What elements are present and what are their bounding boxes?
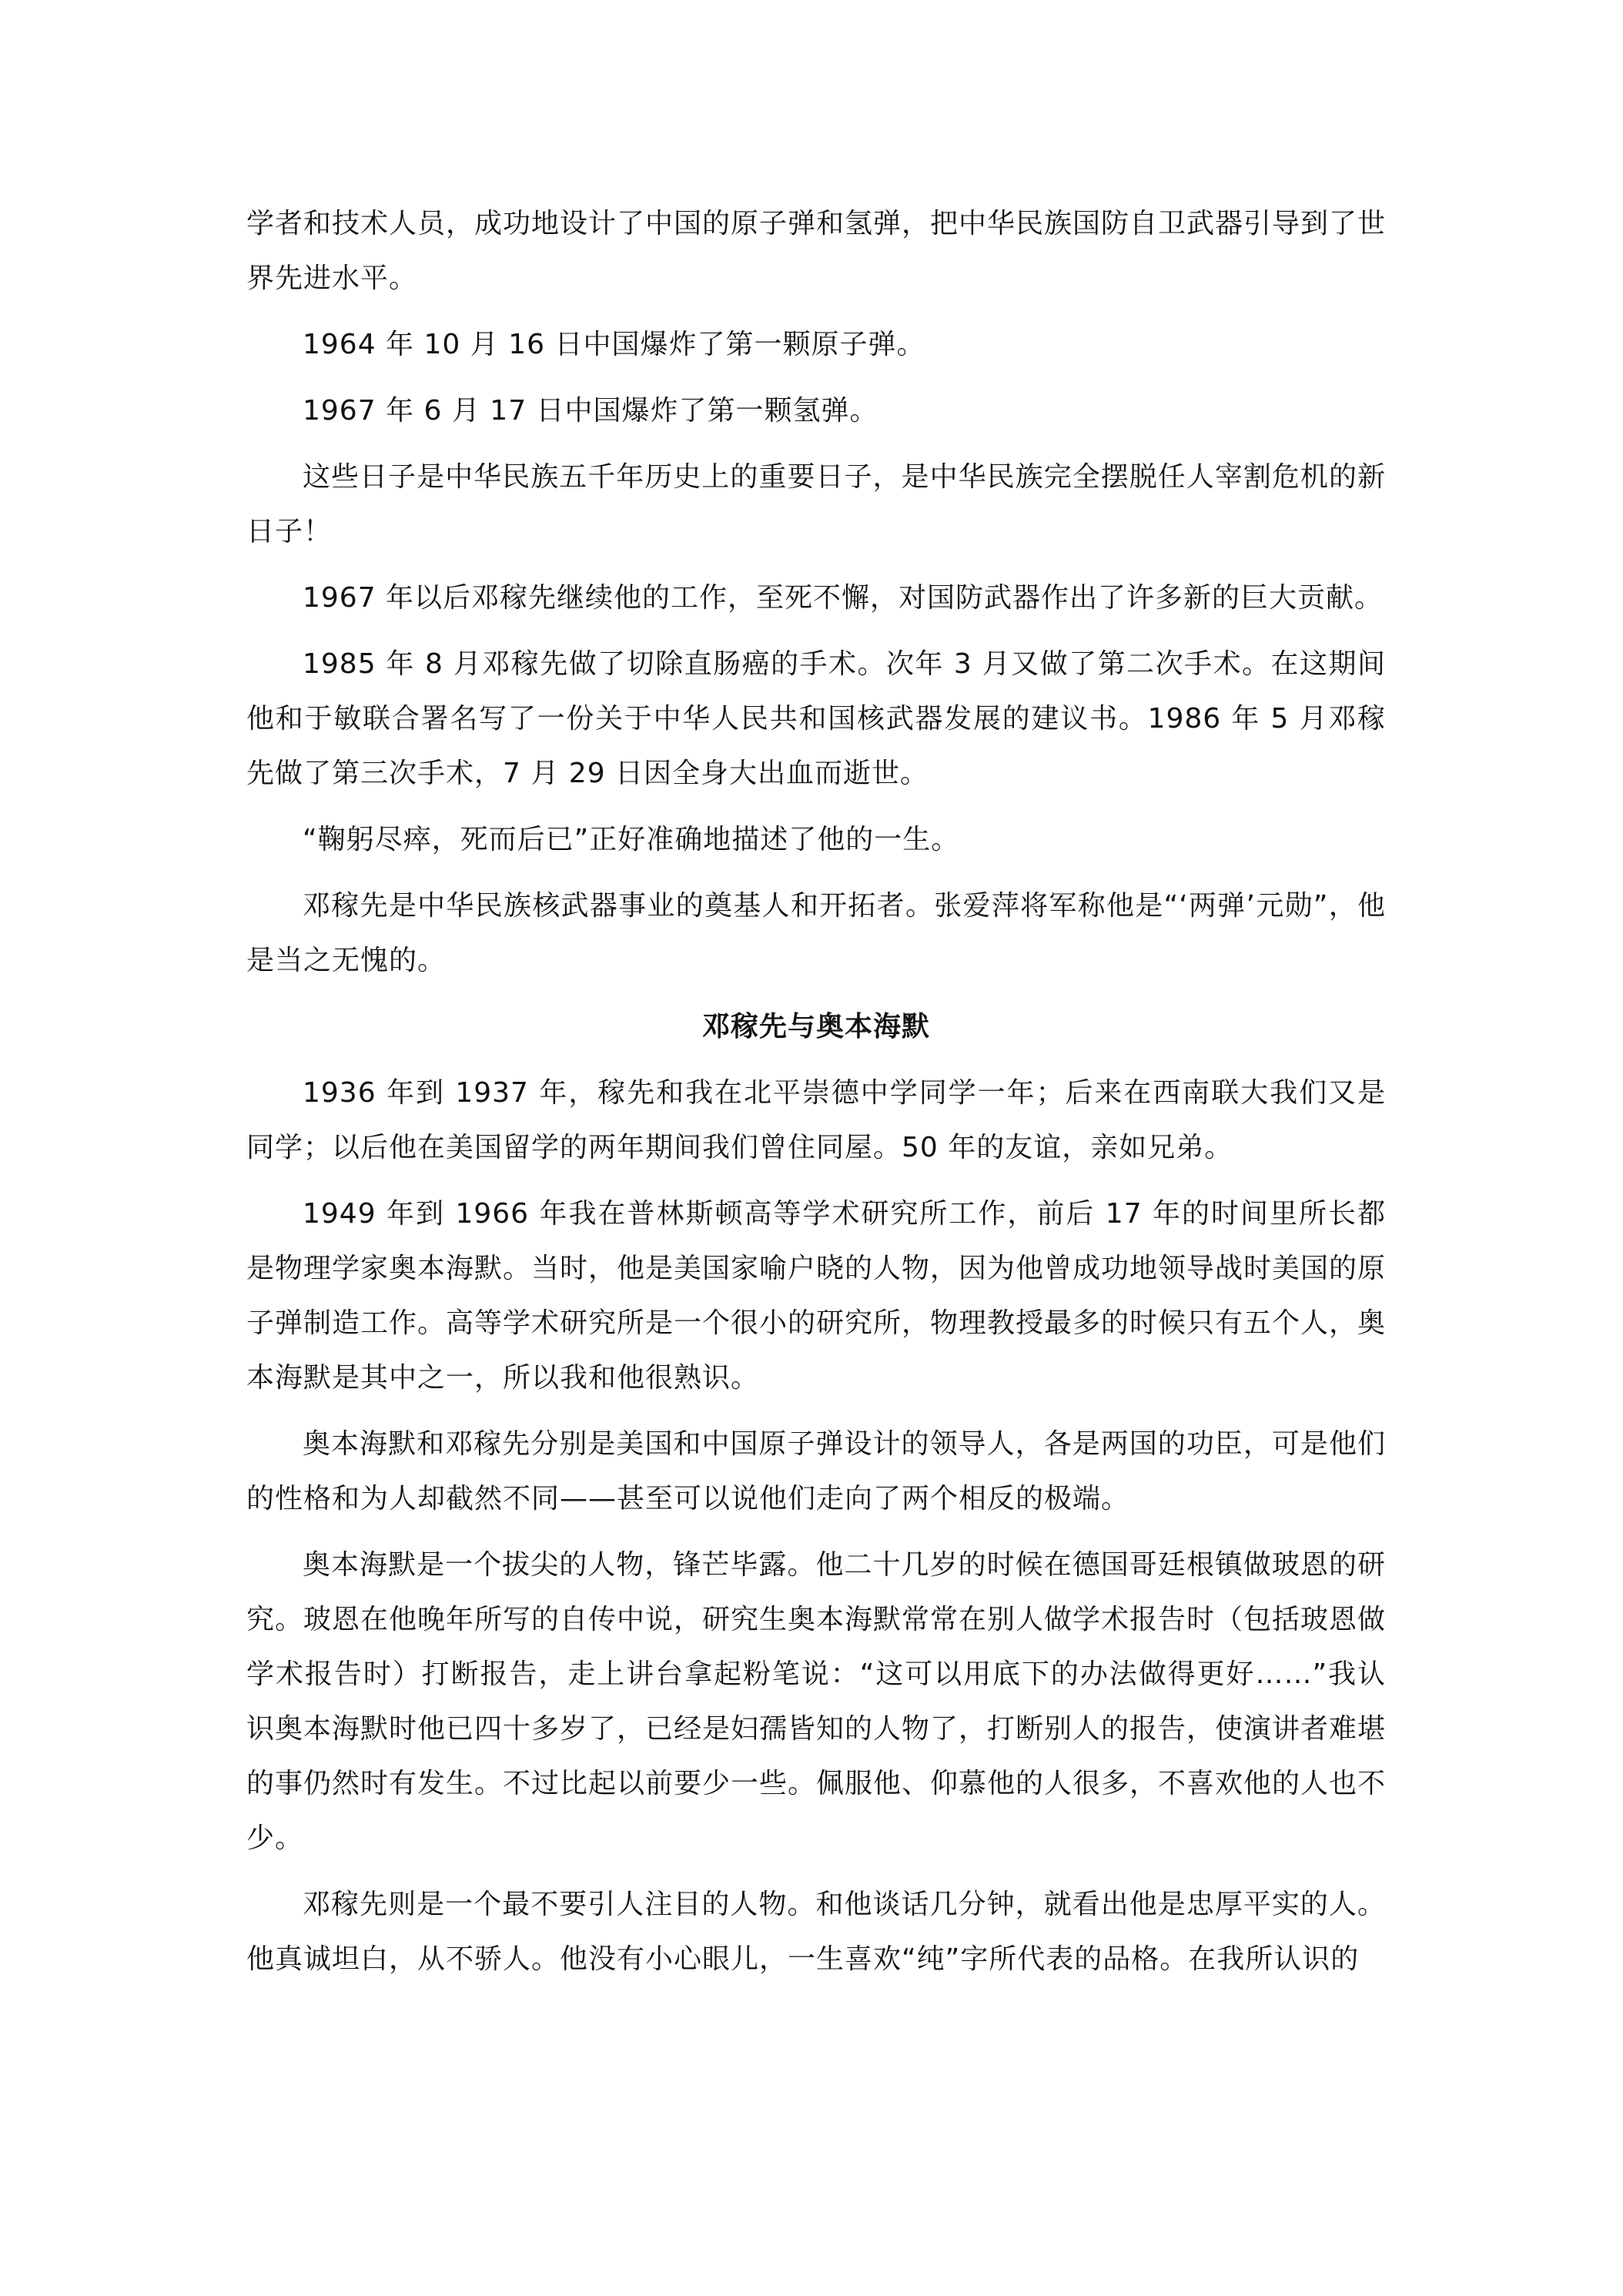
paragraph-continued: 学者和技术人员，成功地设计了中国的原子弹和氢弹，把中华民族国防自卫武器引导到了世界先进水平。 [246,208,1387,294]
paragraph: 1967 年 6 月 17 日中国爆炸了第一颗氢弹。 [303,395,878,427]
paragraph: 1949 年到 1966 年我在普林斯顿高等学术研究所工作，前后 17 年的时间里所长都是物理学家奥本海默。当时，他是美国家喻户晓的人物，因为他曾成功地领导战时美国的原子弹制造工作。高等学术研究所是一个很小的研究所，物理教授最多的时候只有五个人，奥本海默是其中之一，所以我和他很熟识。 [246,1198,1387,1394]
paragraph: “鞠躬尽瘁，死而后已”正好准确地描述了他的一生。 [303,824,960,855]
paragraph: 1967 年以后邓稼先继续他的工作，至死不懈，对国防武器作出了许多新的巨大贡献。 [303,582,1384,614]
section-heading: 邓稼先与奥本海默 [701,1011,930,1043]
paragraph: 1985 年 8 月邓稼先做了切除直肠癌的手术。次年 3 月又做了第二次手术。在这期间他和于敏联合署名写了一份关于中华人民共和国核武器发展的建议书。1986 年 5 月邓稼先做了第三次手术，7 月 29 日因全身大出血而逝世。 [246,648,1386,789]
paragraph: 1936 年到 1937 年，稼先和我在北平崇德中学同学一年；后来在西南联大我们又是同学；以后他在美国留学的两年期间我们曾住同屋。50 年的友谊，亲如兄弟。 [246,1077,1386,1163]
paragraph: 奥本海默是一个拔尖的人物，锋芒毕露。他二十几岁的时候在德国哥廷根镇做玻恩的研究。玻恩在他晚年所写的自传中说，研究生奥本海默常常在别人做学术报告时（包括玻恩做学术报告时）打断报告，走上讲台拿起粉笔说：“这可以用底下的办法做得更好……”我认识奥本海默时他已四十多岁了，已经是妇孺皆知的人物了，打断别人的报告，使演讲者难堪的事仍然时有发生。不过比起以前要少一些。佩服他、仰慕他的人很多，不喜欢他的人也不少。 [246,1549,1387,1854]
paragraph: 邓稼先是中华民族核武器事业的奠基人和开拓者。张爱萍将军称他是“‘两弹’元勋”，他是当之无愧的。 [246,890,1386,976]
paragraph: 邓稼先则是一个最不要引人注目的人物。和他谈话几分钟，就看出他是忠厚平实的人。他真诚坦白，从不骄人。他没有小心眼儿，一生喜欢“纯”字所代表的品格。在我所认识的 [246,1889,1386,1975]
paragraph: 这些日子是中华民族五千年历史上的重要日子，是中华民族完全摆脱任人宰割危机的新日子！ [246,461,1386,547]
paragraph: 奥本海默和邓稼先分别是美国和中国原子弹设计的领导人，各是两国的功臣，可是他们的性格和为人却截然不同——甚至可以说他们走向了两个相反的极端。 [246,1428,1386,1514]
paragraph: 1964 年 10 月 16 日中国爆炸了第一颗原子弹。 [303,329,925,360]
document-page [246,196,1386,1998]
